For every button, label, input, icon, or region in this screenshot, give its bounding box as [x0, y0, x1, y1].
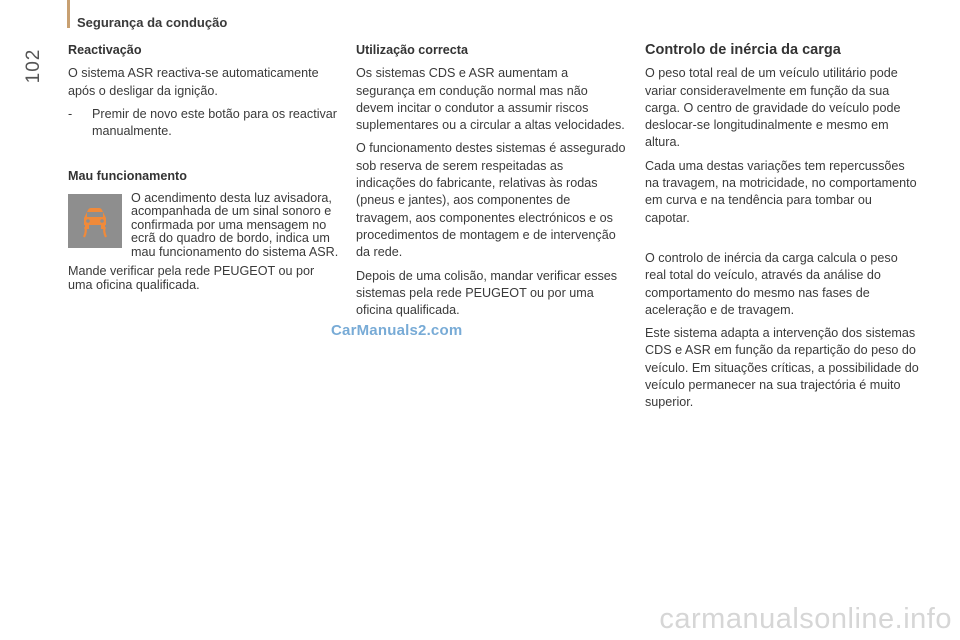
- watermark-bottom: carmanualsonline.info: [659, 603, 952, 635]
- bullet-dash: -: [68, 106, 73, 121]
- load-inertia-p3: O controlo de inércia da carga calcula o peso real total do veículo, através da análise do comportamento do mesmo nas fases de aceleração e de travagem.: [645, 250, 898, 317]
- malfunction-warning-text: O acendimento desta luz avisadora, acompanhada de um sinal sonoro e confirmada por uma mensagem no ecrã do quadro de bordo, indica um mau funcionamento do sistema ASR.: [131, 190, 339, 259]
- bullet-text: Premir de novo este botão para os reactivar manualmente.: [92, 106, 338, 139]
- malfunction-advice: Mande verificar pela rede PEUGEOT ou por uma oficina qualificada.: [68, 264, 315, 292]
- malfunction-block: [68, 192, 340, 260]
- correct-use-p3: Depois de uma colisão, mandar verificar esses sistemas pela rede PEUGEOT ou por uma oficina qualificada.: [356, 268, 618, 318]
- section-accent-bar: [67, 0, 70, 28]
- section-title: Segurança da condução: [77, 15, 228, 30]
- reactivation-bullet: [68, 106, 340, 141]
- correct-use-heading: Utilização correcta: [356, 43, 468, 57]
- correct-use-p1: Os sistemas CDS e ASR aumentam a segurança em condução normal mas não devem incitar o condutor a assumir riscos suplementares ou a circular a altas velocidades.: [356, 66, 625, 133]
- load-inertia-p2: Cada uma destas variações tem repercussões na travagem, na motricidade, no comportamento em curva e na tendência para tombar ou capotar.: [645, 158, 917, 225]
- left-column: [68, 42, 340, 298]
- traction-control-warning-icon: [68, 194, 122, 248]
- reactivation-paragraph: O sistema ASR reactiva-se automaticamente após o desligar da ignição.: [68, 66, 319, 98]
- reactivation-heading: Reactivação: [68, 43, 142, 57]
- load-inertia-heading: Controlo de inércia da carga: [645, 42, 841, 58]
- middle-column: [356, 42, 626, 325]
- load-inertia-p4: Este sistema adapta a intervenção dos sistemas CDS e ASR em função da repartição do peso do veículo. Em situações críticas, a possibilidade do veículo permanecer na sua trajectória é muito superior.: [645, 326, 919, 410]
- page-number: 102: [23, 48, 44, 84]
- load-inertia-p1: O peso total real de um veículo utilitário pode variar consideravelmente em função da sua carga. O centro de gravidade do veículo pode deslocar-se longitudinalmente e mesmo em altura.: [645, 66, 901, 150]
- malfunction-heading: Mau funcionamento: [68, 169, 187, 184]
- correct-use-p2: O funcionamento destes sistemas é assegurado sob reserva de serem respeitadas as indicações do fabricante, relativas às rodas (pneus e jantes), aos componentes de travagem, aos componentes electrónicos e os procedimentos de montagem e de intervenção da rede.: [356, 141, 626, 260]
- right-column: [645, 42, 920, 418]
- watermark-top: CarManuals2.com: [331, 322, 463, 339]
